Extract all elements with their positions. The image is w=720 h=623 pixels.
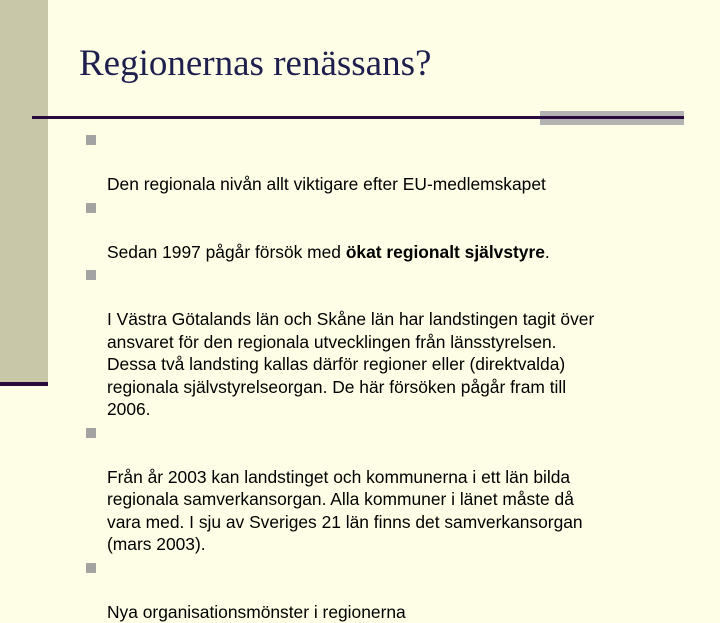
bullet-text: Från år 2003 kan landstinget och kommunerna i ett län bilda regionala samverkansorgan. Alla kommuner i länet måste då vara med. I sju av Sveriges 21 län finns det samverkansorgan (mars 2003). [107,467,583,555]
square-bullet-icon [86,428,96,438]
square-bullet-icon [86,135,96,145]
bullet-item [86,128,686,196]
title-rule [32,116,684,119]
bullet-text: Sedan 1997 pågår försök med [107,242,346,262]
bullet-text: Den regionala nivån allt viktigare efter EU-medlemskapet [107,174,546,194]
bullet-emphasis: ökat regionalt självstyre [346,242,545,262]
bullet-text: Nya organisationsmönster i regionerna [107,602,406,622]
square-bullet-icon [86,203,96,213]
bullet-text-end: . [545,242,550,262]
bullet-item [86,421,686,556]
left-decor-bar-edge [0,382,48,386]
bullet-item [86,196,686,264]
bullet-item [86,263,686,421]
square-bullet-icon [86,563,96,573]
slide-title: Regionernas renässans? [79,44,431,85]
bullet-item [86,556,686,623]
bullet-text: I Västra Götalands län och Skåne län har landstingen tagit över ansvaret för den regionala utvecklingen från länsstyrelsen. Dessa två landsting kallas därför regioner eller (direktvalda) regionala självstyrelseorgan. De här försöken pågår fram till 2006. [107,309,594,419]
left-decor-bar [0,0,48,384]
bullet-list [86,128,686,623]
square-bullet-icon [86,270,96,280]
